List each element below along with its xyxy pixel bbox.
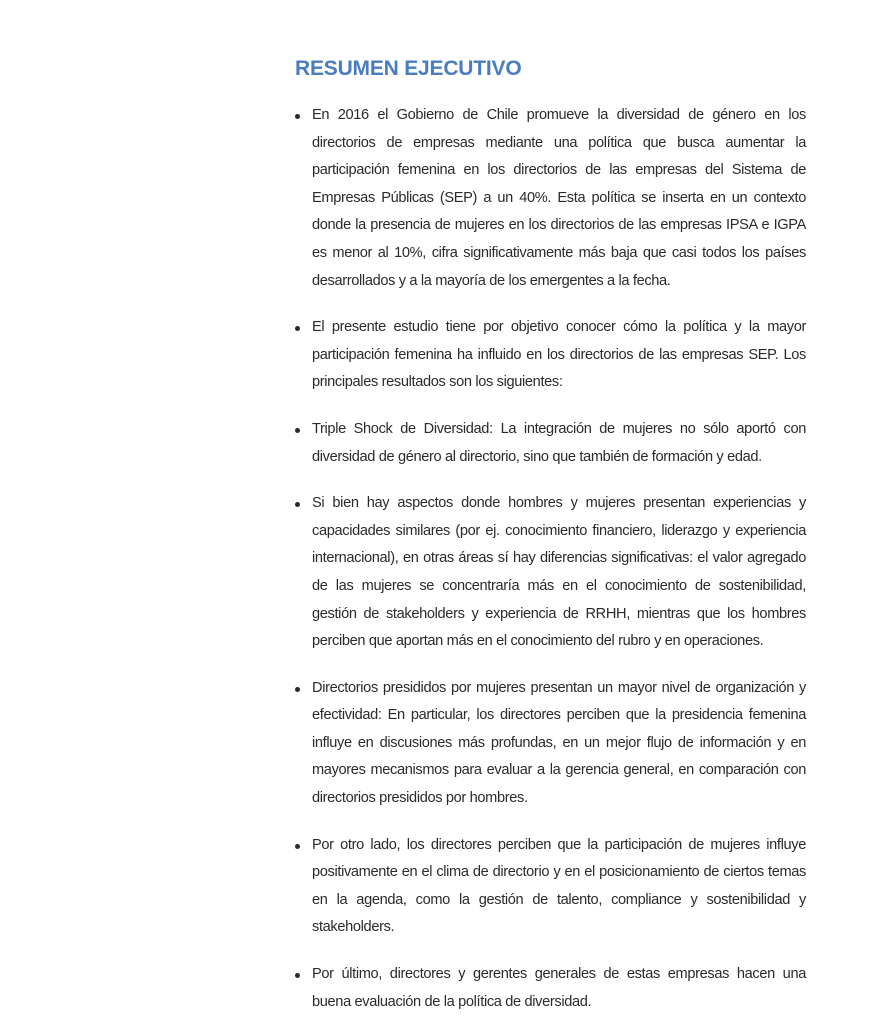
bullet-dot-icon	[295, 687, 300, 692]
bullet-item	[294, 102, 806, 295]
bullet-dot-icon	[295, 428, 300, 433]
bullet-text: Por último, directores y gerentes generales de estas empresas hacen una buena evaluación de la política de diversidad.	[312, 966, 806, 1010]
bullet-dot-icon	[295, 326, 300, 331]
bullet-item	[294, 832, 806, 942]
section-title: RESUMEN EJECUTIVO	[295, 57, 522, 80]
bullet-dot-icon	[295, 973, 300, 978]
bullet-dot-icon	[295, 114, 300, 119]
summary-bullet-list	[294, 102, 806, 1035]
bullet-text: Si bien hay aspectos donde hombres y mujeres presentan experiencias y capacidades similares (por ej. conocimiento financiero, liderazgo y experiencia internacional), en otras áreas sí hay diferencias significativas: el valor agregado de las mujeres se concentraría más en el conocimiento de sostenibilidad, gestión de stakeholders y experiencia de RRHH, mientras que los hombres perciben que aportan más en el conocimiento del rubro y en operaciones.	[312, 495, 806, 650]
bullet-item	[294, 961, 806, 1016]
bullet-item	[294, 675, 806, 813]
bullet-item	[294, 416, 806, 471]
bullet-text: El presente estudio tiene por objetivo conocer cómo la política y la mayor participación femenina ha influido en los directorios de las empresas SEP. Los principales resultados son los siguientes:	[312, 319, 806, 391]
bullet-dot-icon	[295, 502, 300, 507]
bullet-text: Triple Shock de Diversidad: La integración de mujeres no sólo aportó con diversidad de género al directorio, sino que también de formación y edad.	[312, 420, 806, 465]
bullet-text: En 2016 el Gobierno de Chile promueve la diversidad de género en los directorios de empresas mediante una política que busca aumentar la participación femenina en los directorios de las empresas del Sistema de Empresas Públicas (SEP) a un 40%. Esta política se inserta en un contexto donde la presencia de mujeres en los directorios de las empresas IPSA e IGPA es menor al 10%, cifra significativamente más baja que casi todos los países desarrollados y a la mayoría de los emergentes a la fecha.	[312, 107, 806, 289]
bullet-item	[294, 314, 806, 397]
bullet-item	[294, 490, 806, 656]
bullet-dot-icon	[295, 844, 300, 849]
bullet-text: Directorios presididos por mujeres presentan un mayor nivel de organización y efectividad: En particular, los directores perciben que la presidencia femenina influye en discusiones más profundas, en un mejor flujo de información y en mayores mecanismos para evaluar a la gerencia general, en comparación con directorios presididos por hombres.	[312, 679, 806, 807]
bullet-text: Por otro lado, los directores perciben que la participación de mujeres influye positivamente en el clima de directorio y en el posicionamiento de ciertos temas en la agenda, como la gestión de talento, compliance y sostenibilidad y stakeholders.	[312, 836, 806, 936]
